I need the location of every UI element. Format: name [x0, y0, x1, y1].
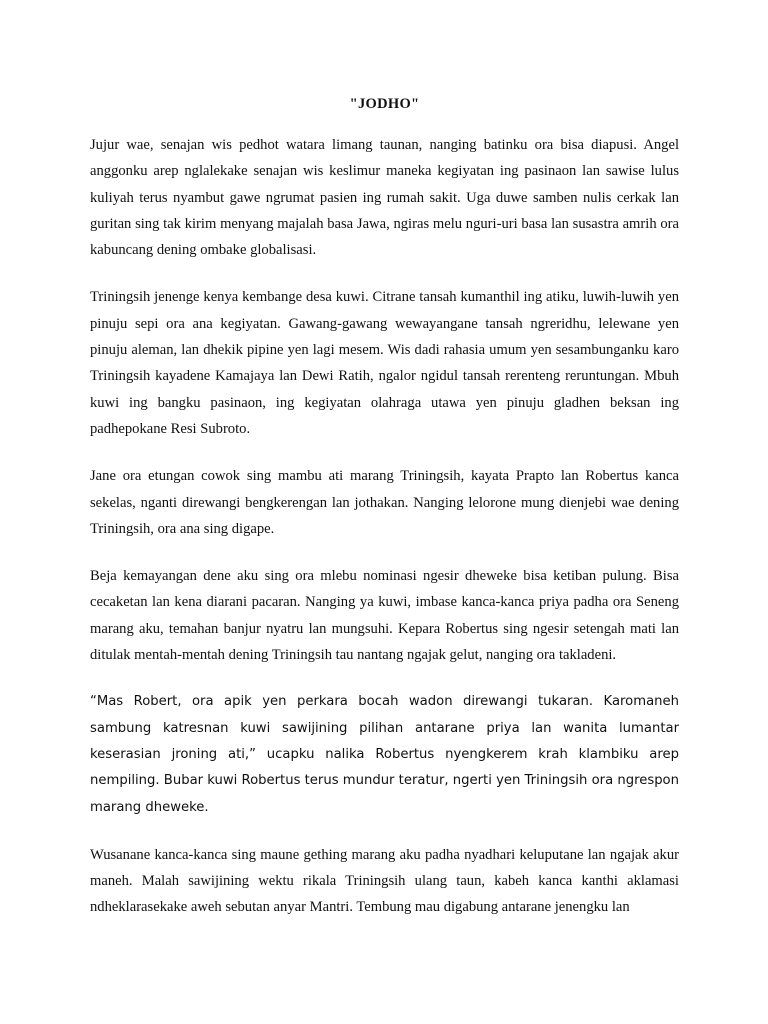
paragraph-2: Triningsih jenenge kenya kembange desa kuwi. Citrane tansah kumanthil ing atiku, luwih-luwih yen pinuju sepi ora ana kegiyatan. Gawang-gawang wewayangane tansah ngreridhu, lelewane yen pinuju aleman, lan dhekik pipine yen lagi mesem. Wis dadi rahasia umum yen sesambunganku karo Triningsih kayadene Kamajaya lan Dewi Ratih, ngalor ngidul tansah rerenteng reruntungan. Mbuh kuwi ing bangku pasinaon, ing kegiyatan olahraga utawa yen pinuju gladhen beksan ing padhepokane Resi Subroto. [90, 289, 679, 437]
paragraph-4: Beja kemayangan dene aku sing ora mlebu nominasi ngesir dheweke bisa ketiban pulung. Bisa cecaketan lan kena diarani pacaran. Nanging ya kuwi, imbase kanca-kanca priya padha ora Seneng marang aku, temahan banjur nyatru lan mungsuhi. Kepara Robertus sing ngesir setengah mati lan ditulak mentah-mentah dening Triningsih tau nantang ngajak gelut, nanging ora takladeni. [90, 568, 679, 664]
paragraph-6: Wusanane kanca-kanca sing maune gething marang aku padha nyadhari keluputane lan ngajak akur maneh. Malah sawijining wektu rikala Triningsih ulang taun, kabeh kanca kanthi aklamasi ndheklarasekake aweh sebutan anyar Mantri. Tembung mau digabung antarane jenengku lan [90, 846, 679, 916]
paragraph-5-dialogue: “Mas Robert, ora apik yen perkara bocah wadon direwangi tukaran. Karomaneh sambung katresnan kuwi sawijining pilihan antarane priya lan wanita lumantar keserasian jroning ati,” ucapku nalika Robertus nyengkerem krah klambiku arep nempiling. Bubar kuwi Robertus terus mundur teratur, ngerti yen Triningsih ora ngrespon marang dheweke. [90, 694, 679, 815]
paragraph-3: Jane ora etungan cowok sing mambu ati marang Triningsih, kayata Prapto lan Robertus kanca sekelas, nganti direwangi bengkerengan lan jothakan. Nanging lelorone mung dienjebi wae dening Triningsih, ora ana sing digape. [90, 468, 679, 537]
paragraph-1: Jujur wae, senajan wis pedhot watara limang taunan, nanging batinku ora bisa diapusi. Angel anggonku arep nglalekake senajan wis keslimur maneka kegiyatan ing pasinaon lan sawise lulus kuliyah terus nyambut gawe ngrumat pasien ing rumah sakit. Uga duwe samben nulis cerkak lan guritan sing tak kirim menyang majalah basa Jawa, ngiras melu nguri-uri basa lan susastra amrih ora kabuncang dening ombake globalisasi. [90, 137, 679, 259]
document-title: "JODHO" [349, 96, 420, 112]
